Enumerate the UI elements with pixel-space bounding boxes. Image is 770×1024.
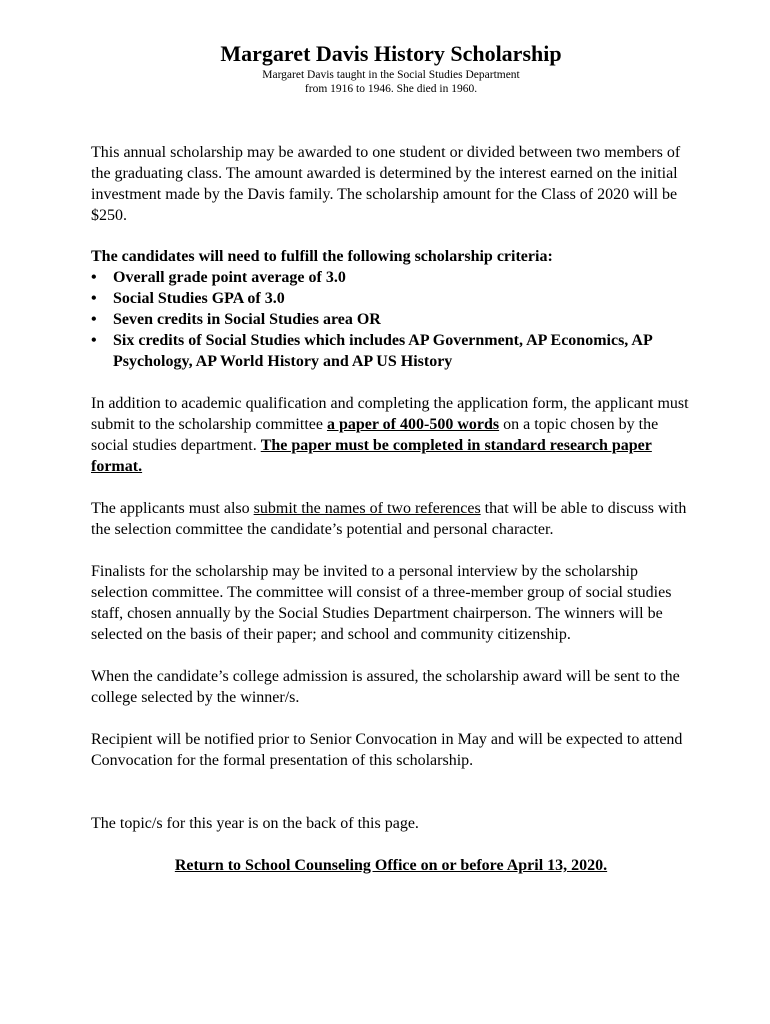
topic-note: The topic/s for this year is on the back of this page. — [91, 815, 419, 832]
criteria-item-text: Six credits of Social Studies which includes AP Government, AP Economics, AP Psychology, AP World History and AP US History — [113, 332, 652, 370]
subtitle-line-1: Margaret Davis taught in the Social Studies Department — [262, 69, 520, 81]
criteria-list — [91, 267, 691, 372]
recipient-paragraph: Recipient will be notified prior to Senior Convocation in May and will be expected to attend Convocation for the formal presentation of this scholarship. — [91, 731, 683, 769]
references-paragraph — [91, 498, 691, 540]
return-notice: Return to School Counseling Office on or before April 13, 2020. — [174, 857, 608, 874]
references-text-1: The applicants must also — [91, 500, 254, 517]
intro-paragraph: This annual scholarship may be awarded to one student or divided between two members of the graduating class. The amount awarded is determined by the interest earned on the initial investment made by the Davis family. The scholarship amount for the Class of 2020 will be $250. — [91, 144, 681, 224]
criteria-heading: The candidates will need to fulfill the following scholarship criteria: — [91, 248, 553, 265]
paper-length-emphasis: a paper of 400-500 words — [326, 416, 500, 433]
paper-format-emphasis: The paper must be completed in standard research paper format. — [91, 437, 652, 475]
paper-text-1: In addition to academic qualification and completing the application form, the applicant must submit to the scholarship committee — [91, 395, 689, 433]
bullet-icon: • — [91, 311, 97, 328]
criteria-item — [91, 309, 691, 330]
paper-text-2: on a topic chosen by the social studies department. — [91, 416, 659, 454]
paper-requirement-paragraph — [91, 393, 691, 477]
criteria-item-text: Social Studies GPA of 3.0 — [113, 290, 285, 307]
criteria-item — [91, 288, 691, 309]
criteria-item — [91, 267, 691, 288]
references-text-2: that will be able to discuss with the selection committee the candidate’s potential and personal character. — [91, 500, 687, 538]
criteria-item-text: Overall grade point average of 3.0 — [113, 269, 346, 286]
criteria-item — [91, 330, 691, 372]
finalists-paragraph: Finalists for the scholarship may be invited to a personal interview by the scholarship selection committee. The committee will consist of a three-member group of social studies staff, chosen annually by the Social Studies Department chairperson. The winners will be selected on the basis of their paper; and school and community citizenship. — [91, 563, 672, 643]
bullet-icon: • — [91, 269, 97, 286]
award-paragraph: When the candidate’s college admission is assured, the scholarship award will be sent to the college selected by the winner/s. — [91, 668, 680, 706]
references-emphasis: submit the names of two references — [253, 500, 481, 517]
criteria-item-text: Seven credits in Social Studies area OR — [113, 311, 381, 328]
bullet-icon: • — [91, 332, 97, 349]
document-page — [91, 40, 691, 876]
document-title: Margaret Davis History Scholarship — [220, 41, 562, 66]
bullet-icon: • — [91, 290, 97, 307]
subtitle-line-2: from 1916 to 1946. She died in 1960. — [304, 83, 478, 95]
